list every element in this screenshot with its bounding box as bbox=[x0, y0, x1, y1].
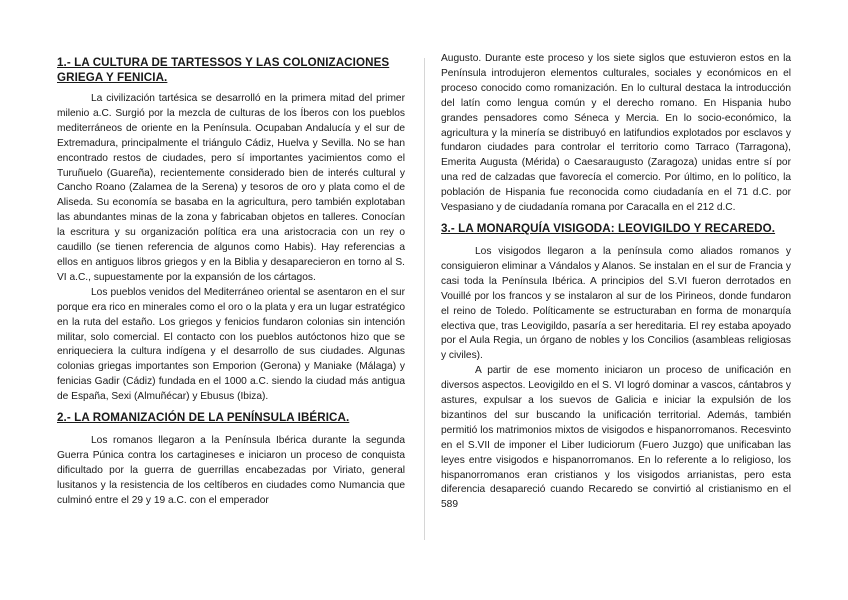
section-3-paragraph-2: A partir de ese momento iniciaron un proceso de unificación en diversos aspectos. Leovigildo en el S. VI logró dominar a vascos, cántabros y astures, expulsar a los suevos de Galicia e iniciar la expulsión de los bizantinos del sur buscando la unificación territorial. Además, también permitió los matrimonios mixtos de visigodos e hispanorromanos. Recesvinto en el S.VII de imponer el Liber Iudiciorum (Fuero Juzgo) que unificaban las leyes entre visigodos e hispanorromanos. En lo referente a lo religioso, los hispanorromanos eran cristianos y los visigodos arrianistas, pero esta diferencia desapareció cuando Recaredo se convirtió al cristianismo en el 589 bbox=[441, 365, 791, 511]
section-2-paragraph-1-continued: Augusto. Durante este proceso y los siete siglos que estuvieron estos en la Península introdujeron elementos culturales, sociales y económicos en el proceso conocido como romanización. En lo cultural destaca la introducción del latín como lengua común y el derecho romano. En Hispania hubo grandes pensadores como Séneca y Mercia. En lo socio-económico, la agricultura y la minería se distribuyó en latifundios explotados por esclavos y fundaron ciudades para controlar el territorio como Tarraco (Tarragona), Emerita Augusta (Mérida) o Caesaraugusto (Zaragoza) unidas entre sí por una red de calzadas que favorecía el comercio. Por último, en lo político, la población de Hispania fue reconocida como ciudadanía en el 71 d.C. por Vespasiano y de ciudadanía romana por Caracalla en el 212 d.C. bbox=[441, 53, 791, 214]
section-3-paragraph-1: Los visigodos llegaron a la península como aliados romanos y consiguieron eliminar a Vándalos y Alanos. Se instalan en el sur de Francia y casi toda la Península Ibérica. A principios del S.VI fueron derrotados en Vouillé por los francos y se instalaron al sur de los Pirineos, donde fundaron el reino de Toledo. Políticamente se estructuraban en forma de monarquía electiva que, tras Leovigildo, pasaría a ser hereditaria. El rey estaba apoyado por el Aula Regia, un órgano de nobles y los Concilios (asambleas religiosas y civiles). bbox=[441, 245, 791, 362]
column-divider bbox=[424, 58, 425, 540]
section-1-paragraph-1: La civilización tartésica se desarrolló en la primera mitad del primer milenio a.C. Surgió por la mezcla de culturas de los Íberos con los pueblos mediterráneos de oriente en la Península. Ocupaban Andalucía y el sur de Extremadura, principalmente el triángulo Cádiz, Huelva y Sevilla. No se han encontrado restos de ciudades, pero sí importantes yacimientos como el Turuñuelo (Guareña), recientemente considerado bien de interés cultural y Cancho Roano (Zalamea de la Serena) y tesoros de oro y plata como el de Aliseda. Su economía se basaba en la agricultura, pero también explotaban las abundantes minas de la zona y fabricaban objetos en talleres. Conocían la escritura y su organización política era una aristocracia con un rey o caudillo (se tienen referencia de algunos como Habis). Hay referencias a ellos en antiguos libros griegos y en la Biblia y desaparecieron en torno al S. VI a.C., supuestamente por la expansión de los cártagos. bbox=[57, 93, 405, 283]
section-1-heading: 1.- LA CULTURA DE TARTESSOS Y LAS COLONIZACIONES GRIEGA Y FENICIA. bbox=[57, 56, 390, 84]
left-column bbox=[57, 52, 405, 509]
section-1-paragraph-2: Los pueblos venidos del Mediterráneo oriental se asentaron en el sur porque era rico en minerales como el oro o la plata y era un lugar estratégico en la ruta del estaño. Los griegos y fenicios fundaron colonias sin intención militar, solo comercial. El contacto con los pueblos autóctonos hizo que se enriqueciera la cultura indígena y el desarrollo de sus ciudades. Algunas colonias griegas importantes son Emporion (Gerona) y Maniake (Málaga) y fenicias Gadir (Cádiz) fundada en el 1000 a.C. siendo la ciudad más antigua de España, Sexi (Almuñécar) y Ebusus (Ibiza). bbox=[57, 286, 405, 403]
section-2-paragraph-1: Los romanos llegaron a la Península Ibérica durante la segunda Guerra Púnica contra los cartagineses e iniciaron un proceso de conquista dificultado por la guerra de guerrillas encabezadas por Viriato, general lusitanos y la resistencia de los celtíberos en ciudades como Numancia que culminó entre el 29 y 19 a.C. con el emperador bbox=[57, 435, 405, 506]
right-column bbox=[441, 52, 791, 513]
section-2-heading: 2.- LA ROMANIZACIÓN DE LA PENÍNSULA IBÉRICA. bbox=[57, 411, 350, 425]
section-3-heading: 3.- LA MONARQUÍA VISIGODA: LEOVIGILDO Y RECAREDO. bbox=[441, 221, 776, 235]
